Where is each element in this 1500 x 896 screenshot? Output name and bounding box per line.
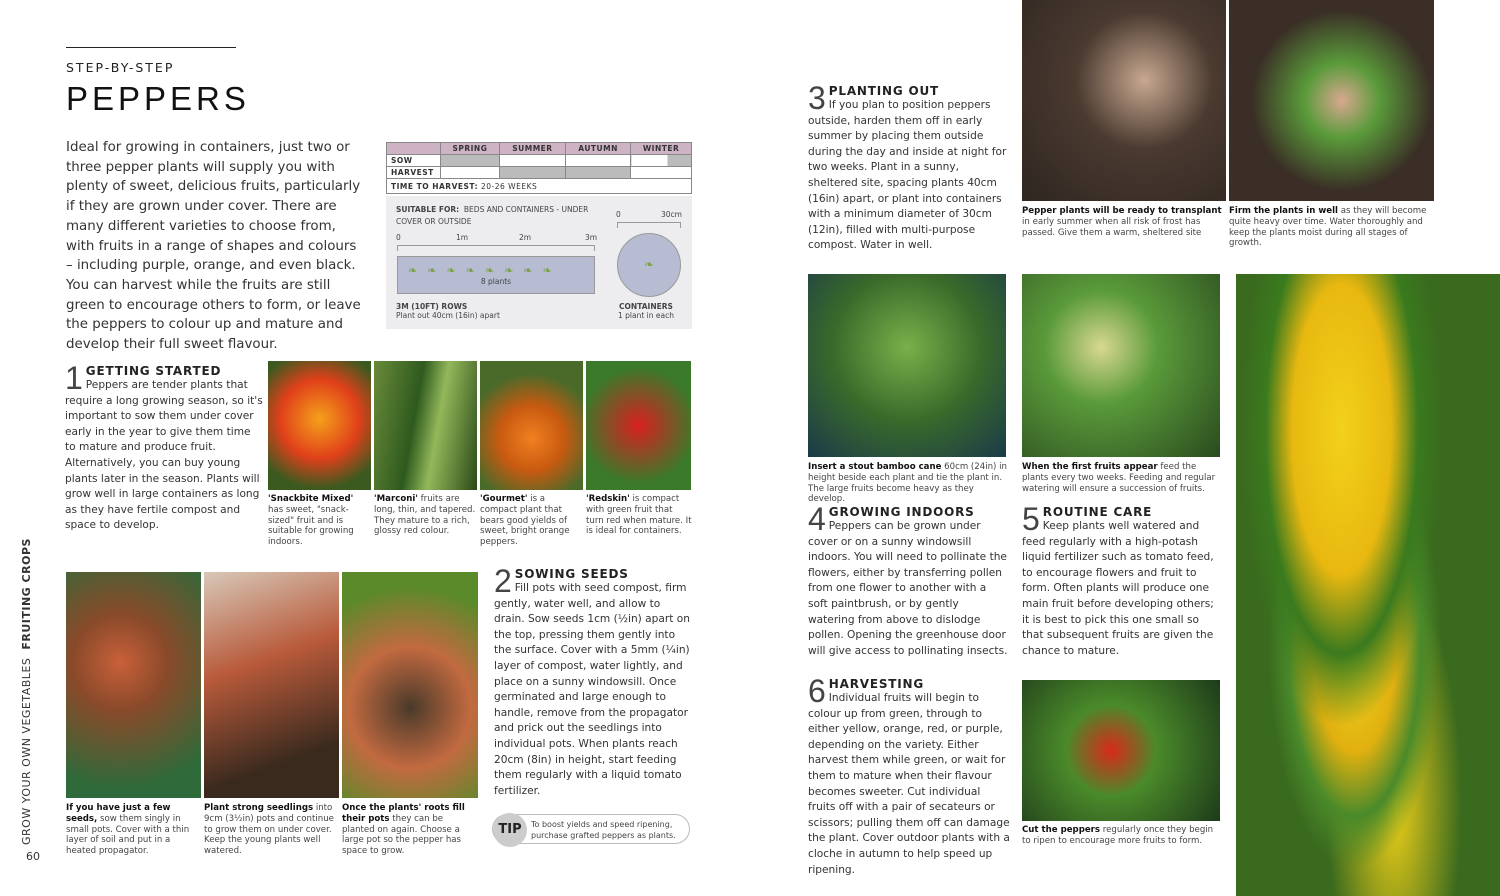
photo-redskin (586, 361, 691, 490)
step-4: 4 GROWING INDOORS Peppers can be grown under cover or on a sunny windowsill indoors. You will need to pollinate the flowers, either by transferring pollen from one flower to another with a soft paintbrush, or by gently watering from above to dislodge pollen. Opening the greenhouse door will give access to pollinating insects. (808, 501, 1008, 657)
kicker: STEP-BY-STEP (66, 60, 175, 75)
photo-firm-in (1229, 0, 1434, 201)
container-diagram: ❧ (617, 233, 681, 297)
intro-paragraph: Ideal for growing in containers, just two or three pepper plants will supply you with plenty of sweet, delicious fruits, particularly if they are grown under cover. There are many different varieties to choose from, with fruits in a range of shapes and colours – including purple, orange, and even black. You can harvest while the fruits are still green to encourage others to form, or leave the peppers to colour up and mature and develop their full sweet flavour. (66, 140, 361, 353)
photo-seedlings (204, 572, 339, 798)
photo-yellow-peppers (1236, 274, 1500, 896)
photo-gourmet (480, 361, 583, 490)
spacing-panel: SUITABLE FOR: BEDS AND CONTAINERS - UNDER COVER OR OUTSIDE 0 1m 2m 3m ❧❧❧❧❧❧❧❧ 8 plants 3M (10FT) ROWS Plant out 40cm (16in) apart 0 30cm ❧ CONTAINERS 1 plant in each (386, 196, 692, 329)
photo-bamboo-cane (808, 274, 1006, 457)
running-head: GROW YOUR OWN VEGETABLES FRUITING CROPS (20, 538, 33, 845)
step-5: 5 ROUTINE CARE Keep plants well watered and feed regularly with a high-potash liquid fertilizer such as tomato feed, to encourage flowers and fruit to form. Often plants will produce one main fruit before developing others; it is best to pick this one small so that subsequent fruits are given the chance to mature. (1022, 501, 1214, 657)
photo-repotting (342, 572, 478, 798)
page-number: 60 (26, 850, 40, 863)
page-title: PEPPERS (66, 80, 250, 117)
photo-first-fruits (1022, 274, 1220, 457)
season-calendar: SPRING SUMMER AUTUMN WINTER SOW HARVEST TIME TO HARVEST: 20-26 WEEKS (386, 142, 692, 194)
title-rule (66, 47, 236, 48)
step-3: 3 PLANTING OUT If you plan to position peppers outside, harden them off in early summer by placing them outside during the day and inside at night for two weeks. Plant in a sunny, sheltered site, spacing plants 40cm (16in) apart, or plant into containers with a minimum diameter of 30cm (12in), filled with multi-purpose compost. Water in well. (808, 80, 1007, 252)
photo-transplant (1022, 0, 1226, 201)
tip-box: TIP To boost yields and speed ripening, purchase grafted peppers as plants. (492, 814, 690, 844)
tip-badge: TIP (493, 813, 527, 847)
step-2: 2 SOWING SEEDS Fill pots with seed compost, firm gently, water well, and allow to drain. Sow seeds 1cm (½in) apart on the top, pressing them gently into the surface. Cover with a 5mm (¼in) layer of compost, water lightly, and place on a sunny windowsill. Once germinated and large enough to handle, remove from the propagator and prick out the seedlings into individual pots. When plants reach 20cm (8in) in height, start feeding them regularly with a liquid tomato fertilizer. (494, 563, 690, 797)
row-diagram: ❧❧❧❧❧❧❧❧ 8 plants (397, 256, 595, 294)
step-1: 1 GETTING STARTED Peppers are tender plants that require a long growing season, so it's important to sow them under cover early in the year to give them time to mature and produce fruit. Alternatively, you can buy young plants later in the season. Plants will grow well in large containers as long as they have fertile compost and space to develop. (65, 360, 263, 532)
photo-marconi (374, 361, 477, 490)
photo-cut-peppers (1022, 680, 1220, 821)
photo-sowing-pots (66, 572, 201, 798)
photo-snackbite (268, 361, 371, 490)
step-6: 6 HARVESTING Individual fruits will begin to colour up from green, through to either yellow, orange, red, or purple, depending on the variety. Either harvest them while green, or wait for them to mature when their flavour becomes sweeter. Cut individual fruits off with a pair of secateurs or scissors; pulling them off can damage the plant. Cover outdoor plants with a cloche in autumn to help speed up ripening. (808, 673, 1010, 876)
